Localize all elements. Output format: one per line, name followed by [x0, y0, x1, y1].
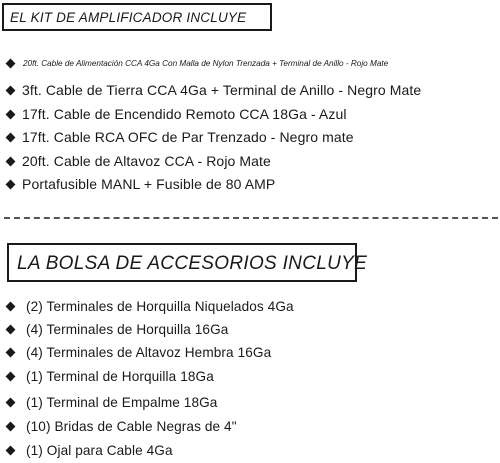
- kit-item-text: 20ft. Cable de Altavoz CCA - Rojo Mate: [22, 153, 271, 169]
- kit-item-text: 17ft. Cable de Encendido Remoto CCA 18Ga - Azul: [22, 106, 347, 122]
- bag-item-1: [7, 299, 294, 314]
- kit-item-1: [7, 59, 388, 68]
- bag-item-text: (1) Terminal de Horquilla 18Ga: [26, 369, 214, 384]
- diamond-bullet-icon: [6, 85, 16, 95]
- diamond-bullet-icon: [6, 348, 16, 358]
- kit-title: EL KIT DE AMPLIFICADOR INCLUYE: [10, 10, 247, 25]
- bag-item-7: [7, 443, 173, 458]
- kit-item-text: Portafusible MANL + Fusible de 80 AMP: [22, 176, 276, 192]
- diamond-bullet-icon: [6, 325, 16, 335]
- bag-item-3: [7, 345, 271, 360]
- kit-item-text: 17ft. Cable RCA OFC de Par Trenzado - Negro mate: [22, 129, 354, 145]
- bag-item-2: [7, 322, 228, 337]
- kit-title-box: [2, 3, 272, 31]
- diamond-bullet-icon: [6, 446, 16, 456]
- kit-item-text: 3ft. Cable de Tierra CCA 4Ga + Terminal de Anillo - Negro Mate: [22, 82, 422, 98]
- diamond-bullet-icon: [6, 156, 16, 166]
- bag-item-text: (2) Terminales de Horquilla Niquelados 4Ga: [26, 299, 294, 314]
- bag-item-4: [7, 369, 214, 384]
- diamond-bullet-icon: [6, 179, 16, 189]
- bag-item-text: (1) Terminal de Empalme 18Ga: [26, 395, 218, 410]
- section-divider: [4, 217, 498, 219]
- bag-title: LA BOLSA DE ACCESORIOS INCLUYE: [17, 253, 368, 274]
- diamond-bullet-icon: [6, 302, 16, 312]
- diamond-bullet-icon: [6, 59, 16, 69]
- diamond-bullet-icon: [6, 398, 16, 408]
- kit-item-3: [7, 106, 347, 122]
- bag-item-5: [7, 395, 217, 410]
- bag-item-text: (4) Terminales de Horquilla 16Ga: [26, 322, 229, 337]
- kit-item-5: [7, 153, 271, 169]
- bag-item-text: (10) Bridas de Cable Negras de 4": [26, 419, 237, 434]
- bag-item-6: [7, 419, 237, 434]
- kit-item-6: [7, 176, 275, 192]
- kit-item-text: 20ft. Cable de Alimentación CCA 4Ga Con Malla de Nylon Trenzada + Terminal de Anillo - Rojo Mate: [23, 59, 389, 68]
- diamond-bullet-icon: [6, 132, 16, 142]
- bag-item-text: (1) Ojal para Cable 4Ga: [26, 443, 173, 458]
- diamond-bullet-icon: [6, 109, 16, 119]
- kit-item-2: [7, 82, 421, 98]
- bag-item-text: (4) Terminales de Altavoz Hembra 16Ga: [26, 345, 272, 360]
- diamond-bullet-icon: [6, 422, 16, 432]
- kit-item-4: [7, 129, 354, 145]
- bag-title-box: [7, 243, 368, 282]
- diamond-bullet-icon: [6, 372, 16, 382]
